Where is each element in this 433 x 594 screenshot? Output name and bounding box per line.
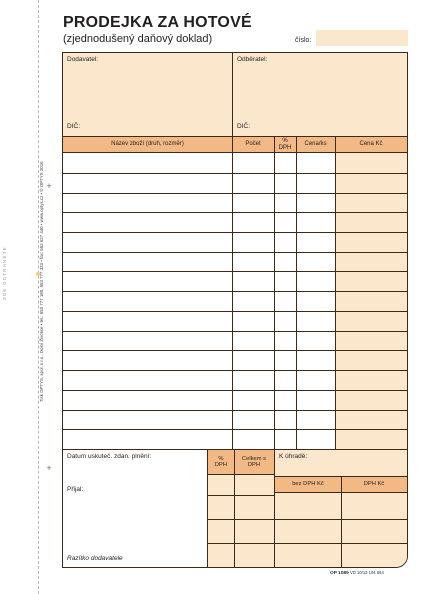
supplier-label: Dodavatel: bbox=[67, 56, 99, 63]
table-row-line bbox=[63, 271, 407, 272]
items-table-header bbox=[63, 136, 407, 153]
col-header-count: Počet bbox=[245, 141, 261, 148]
stamp-label: Razítko dodavatele bbox=[67, 555, 123, 562]
table-row-line bbox=[63, 212, 407, 213]
form-title: PRODEJKA ZA HOTOVÉ bbox=[63, 14, 252, 31]
summary-vat-header: % DPH bbox=[208, 450, 234, 474]
table-row-line bbox=[63, 173, 407, 174]
summary-vline-3 bbox=[274, 449, 275, 568]
receipt-form bbox=[62, 52, 408, 568]
table-row-line bbox=[63, 350, 407, 351]
summary-vline-1 bbox=[207, 449, 208, 568]
registration-mark-bottom: + bbox=[46, 463, 52, 473]
table-column-line bbox=[274, 136, 275, 449]
summary-hline-header bbox=[208, 474, 274, 475]
customer-label: Odběratel: bbox=[237, 56, 268, 63]
table-row-line bbox=[63, 252, 407, 253]
table-column-line bbox=[296, 136, 297, 449]
price-column[interactable] bbox=[335, 153, 407, 449]
table-row-line bbox=[63, 232, 407, 233]
tear-off-label: ZDE ODTRHNĚTE bbox=[2, 246, 7, 300]
summary-vline-2 bbox=[234, 449, 235, 568]
col-header-unit-price: Cena/ks bbox=[304, 141, 327, 148]
table-row-line bbox=[63, 311, 407, 312]
form-subtitle: (zjednodušený daňový doklad) bbox=[63, 33, 213, 45]
col-header-name: Název zboží (druh, rozměr) bbox=[111, 141, 184, 148]
printer-imprint: Tisk OPTYS, spol. s r.o., Dolní Životice • tel.: 553 777 180, 553 777 333 • fax: 553 627 440 • www.optys.cz • © OPTYS 2016 bbox=[39, 161, 44, 402]
summary-vline-4 bbox=[341, 477, 342, 568]
table-row-line bbox=[63, 390, 407, 391]
supplier-box[interactable] bbox=[63, 53, 232, 136]
col-header-price: Cena Kč bbox=[359, 141, 383, 148]
summary-total-column[interactable] bbox=[234, 474, 274, 567]
net-amount-header: bez DPH Kč bbox=[292, 481, 324, 488]
number-field[interactable] bbox=[316, 30, 408, 46]
col-header-vat: % DPH bbox=[278, 138, 292, 151]
customer-box[interactable] bbox=[233, 53, 407, 136]
table-column-line bbox=[232, 136, 233, 449]
table-row-line bbox=[63, 331, 407, 332]
table-row-line bbox=[63, 193, 407, 194]
number-label: číslo: bbox=[295, 37, 312, 44]
vat-amount-header: DPH Kč bbox=[363, 481, 385, 488]
registration-mark-top: + bbox=[46, 181, 52, 191]
form-footer bbox=[330, 570, 384, 576]
summary-hline-row-3 bbox=[208, 543, 407, 544]
summary-hline-breakdown bbox=[275, 492, 407, 493]
table-column-line bbox=[335, 136, 336, 449]
customer-dic-label: DIČ: bbox=[237, 123, 250, 130]
summary-total-header: Celkem s DPH bbox=[234, 450, 274, 474]
summary-hline-row-2 bbox=[208, 519, 407, 520]
amount-due-label: K úhradě: bbox=[279, 453, 308, 460]
summary-vat-column[interactable] bbox=[208, 474, 234, 567]
date-label: Datum uskuteč. zdan. plnění: bbox=[67, 453, 152, 460]
table-row-line bbox=[63, 370, 407, 371]
table-row-line bbox=[63, 429, 407, 430]
summary-hline-row-1 bbox=[208, 495, 274, 496]
received-by-label: Přijal: bbox=[67, 486, 84, 493]
form-code: OP 1089 bbox=[330, 571, 349, 576]
amount-due-box[interactable] bbox=[275, 450, 407, 476]
table-row-line bbox=[63, 291, 407, 292]
supplier-dic-label: DIČ: bbox=[67, 123, 80, 130]
form-details: VD 10/13 104 664 bbox=[350, 570, 384, 575]
summary-hline-due bbox=[275, 476, 407, 477]
table-row-line bbox=[63, 410, 407, 411]
